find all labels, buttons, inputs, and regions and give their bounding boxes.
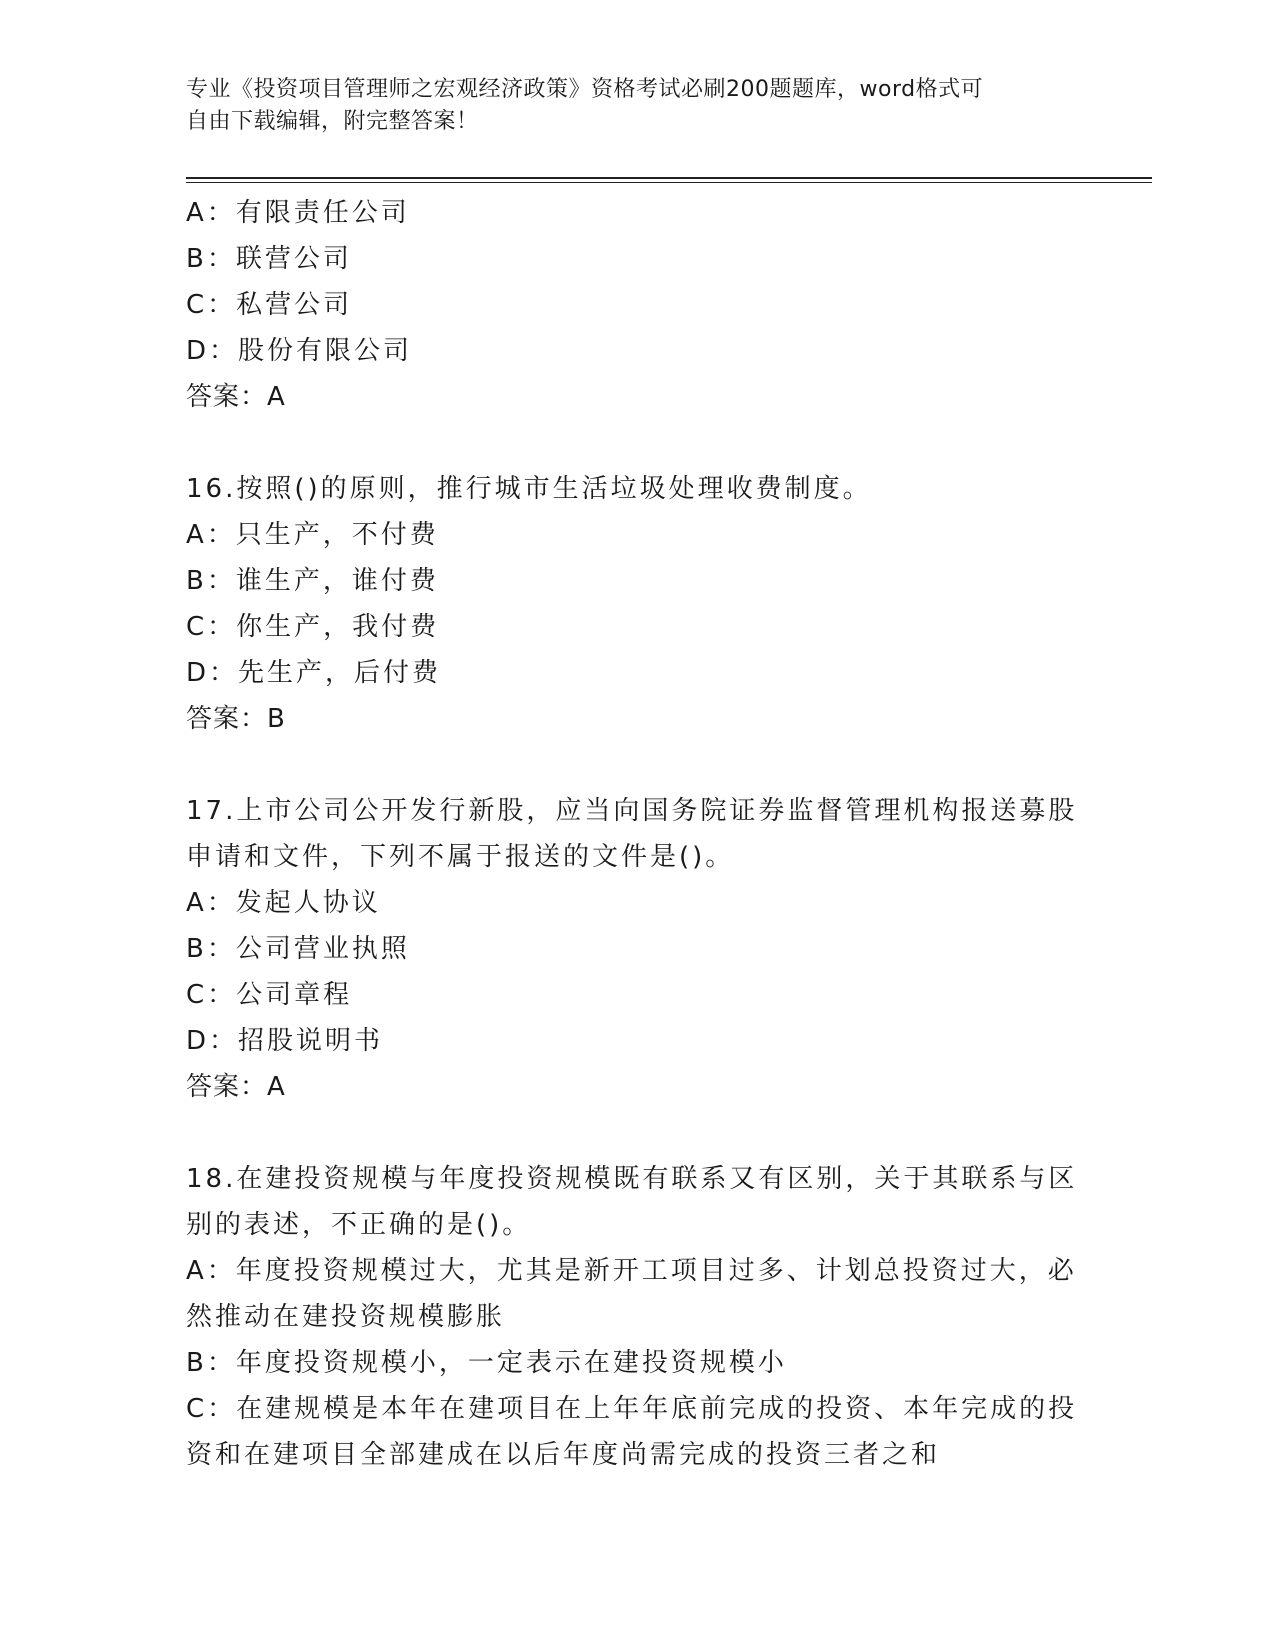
spacer bbox=[186, 742, 1066, 788]
option-a: A：只生产，不付费 bbox=[186, 520, 439, 550]
question-stem-line-2: 申请和文件，下列不属于报送的文件是()。 bbox=[186, 842, 735, 872]
option-a: A：发起人协议 bbox=[186, 888, 381, 918]
option-d: D：招股说明书 bbox=[186, 1026, 384, 1056]
option-c: C：你生产，我付费 bbox=[186, 612, 440, 642]
option-b: B：联营公司 bbox=[186, 244, 352, 274]
option-a-line-1: A：年度投资规模过大，尤其是新开工项目过多、计划总投资过大，必 bbox=[186, 1256, 1077, 1286]
document-header bbox=[186, 74, 1066, 138]
option-b: B：公司营业执照 bbox=[186, 934, 410, 964]
header-divider-thick bbox=[186, 177, 1152, 179]
header-line-2: 自由下载编辑，附完整答案！ bbox=[186, 109, 479, 134]
question-16 bbox=[186, 466, 1066, 742]
answer-line: 答案：A bbox=[186, 1072, 286, 1102]
option-a-line-2: 然推动在建投资规模膨胀 bbox=[186, 1302, 506, 1332]
header-line-1: 专业《投资项目管理师之宏观经济政策》资格考试必刷200题题库，word格式可 bbox=[186, 77, 984, 102]
question-list bbox=[186, 190, 1078, 1478]
spacer bbox=[186, 1110, 1066, 1156]
option-c: C：私营公司 bbox=[186, 290, 353, 320]
option-a: A：有限责任公司 bbox=[186, 198, 410, 228]
option-c-line-2: 资和在建项目全部建成在以后年度尚需完成的投资三者之和 bbox=[186, 1440, 941, 1470]
answer-line: 答案：B bbox=[186, 704, 286, 734]
question-stem-line-1: 18.在建投资规模与年度投资规模既有联系又有区别，关于其联系与区 bbox=[186, 1164, 1078, 1194]
option-b: B：年度投资规模小，一定表示在建投资规模小 bbox=[186, 1348, 787, 1378]
option-d: D：先生产，后付费 bbox=[186, 658, 442, 688]
question-stem-line-1: 17.上市公司公开发行新股，应当向国务院证券监督管理机构报送募股 bbox=[186, 796, 1078, 826]
spacer bbox=[186, 420, 1066, 466]
question-stem: 16.按照()的原则，推行城市生活垃圾处理收费制度。 bbox=[186, 474, 872, 504]
option-c: C：公司章程 bbox=[186, 980, 353, 1010]
option-c-line-1: C：在建规模是本年在建项目在上年年底前完成的投资、本年完成的投 bbox=[186, 1394, 1078, 1424]
question-18 bbox=[186, 1156, 1078, 1478]
question-stem-line-2: 别的表述，不正确的是()。 bbox=[186, 1210, 532, 1240]
option-d: D：股份有限公司 bbox=[186, 336, 413, 366]
question-15 bbox=[186, 190, 1066, 420]
option-b: B：谁生产，谁付费 bbox=[186, 566, 439, 596]
header-divider-thin bbox=[186, 182, 1152, 183]
question-17 bbox=[186, 788, 1078, 1110]
answer-line: 答案：A bbox=[186, 382, 286, 412]
